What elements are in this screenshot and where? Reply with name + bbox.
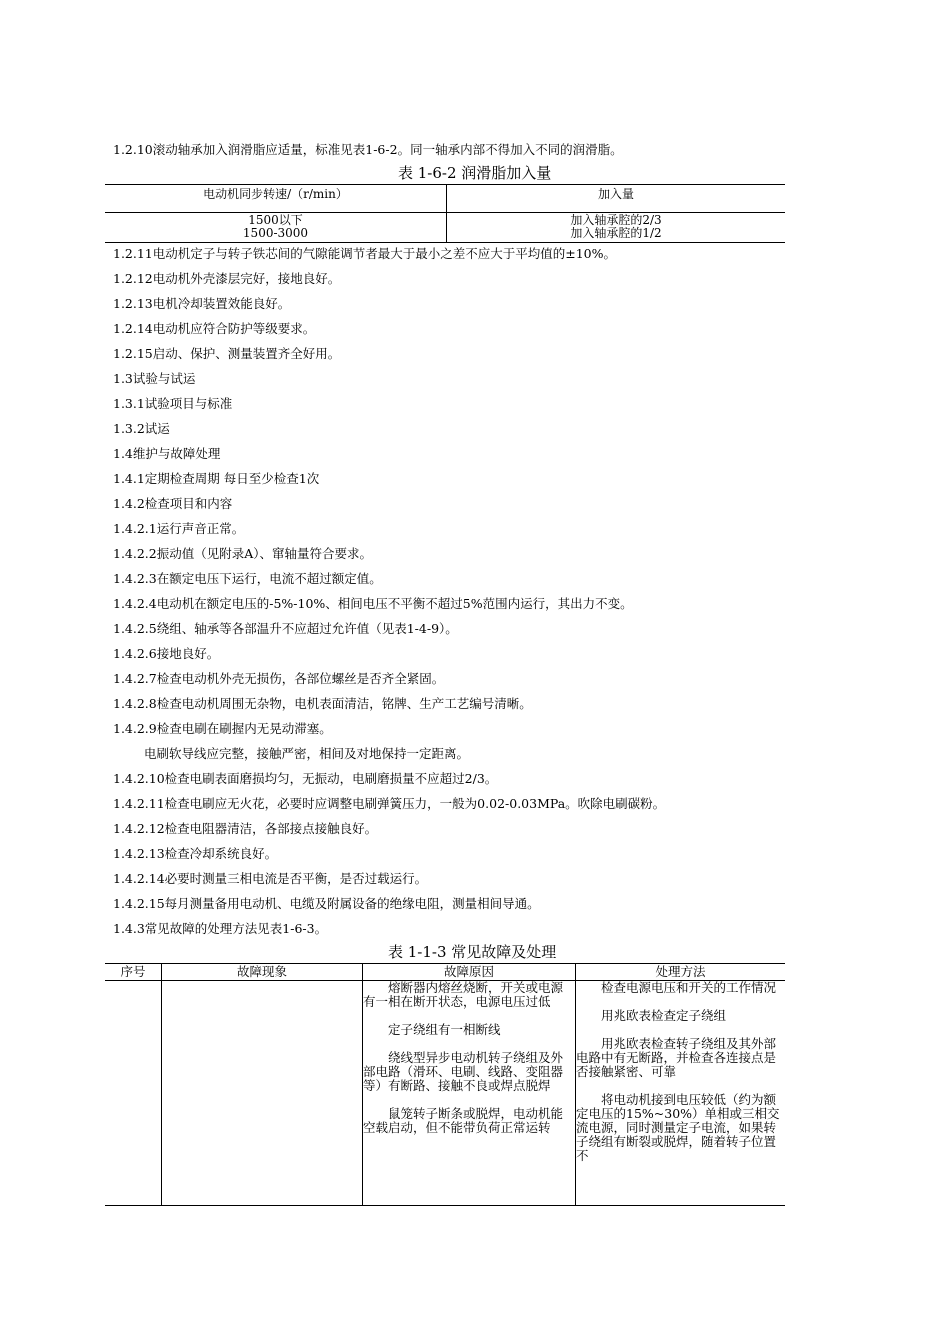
fault-table: [105, 963, 785, 1206]
amount-cell: [447, 213, 786, 243]
paragraph-line: 1.4.3常见故障的处理方法见表1-6-3。: [113, 921, 328, 936]
table2-caption: 表 1-1-3 常见故障及处理: [388, 943, 557, 961]
paragraph-line: 1.4.2.15每月测量备用电动机、电缆及附属设备的绝缘电阻，测量相间导通。: [113, 896, 540, 911]
paragraph-line: 1.4.2.1运行声音正常。: [113, 521, 245, 536]
method-item: 检查电源电压和开关的工作情况: [601, 980, 777, 995]
paragraph-line: 1.4.2.11检查电刷应无火花，必要时应调整电刷弹簧压力，一般为0.02-0.03MPa。吹除电刷碳粉。: [113, 796, 666, 811]
section-heading: 1.3.1试验项目与标准: [113, 396, 233, 411]
paragraph-line: 1.2.13电机冷却装置效能良好。: [113, 296, 291, 311]
number-cell: [105, 981, 162, 1206]
method-item: 将电动机接到电压较低（约为额定电压的15%~30%）单相或三相交流电源，同时测量定子电流，如果转子绕组有断裂或脱焊，随着转子位置不: [576, 1092, 780, 1163]
speed-value: 1500以下: [248, 213, 303, 227]
amount-value: 加入轴承腔的1/2: [570, 226, 662, 240]
amount-value: 加入轴承腔的2/3: [570, 213, 662, 227]
paragraph-line: 1.4.1定期检查周期 每日至少检查1次: [113, 471, 320, 486]
speed-value: 1500-3000: [242, 226, 309, 240]
section-heading: 1.4.2检查项目和内容: [113, 496, 233, 511]
header-cause: 故障原因: [363, 964, 576, 981]
header-speed: 电动机同步转速/（r/min）: [105, 185, 447, 213]
paragraph-line: 1.4.2.5绕组、轴承等各部温升不应超过允许值（见表1-4-9）。: [113, 621, 458, 636]
paragraph-line: 电刷软导线应完整，接触严密，相间及对地保持一定距离。: [144, 746, 470, 761]
paragraph-1-2-10: 1.2.10滚动轴承加入润滑脂应适量，标准见表1-6-2。同一轴承内部不得加入不同的润滑脂。: [113, 142, 623, 157]
paragraph-line: 1.4.2.10检查电刷表面磨损均匀，无振动，电刷磨损量不应超过2/3。: [113, 771, 498, 786]
header-amount: 加入量: [447, 185, 786, 213]
table-row: [105, 213, 785, 243]
cause-item: 绕线型异步电动机转子绕组及外部电路（滑环、电刷、线路、变阻器等）有断路、接触不良或焊点脱焊: [363, 1050, 564, 1093]
header-symptom: 故障现象: [162, 964, 363, 981]
header-method: 处理方法: [576, 964, 786, 981]
table-header-row: [105, 964, 785, 981]
method-item: 用兆欧表检查转子绕组及其外部电路中有无断路，并检查各连接点是否接触紧密、可靠: [576, 1036, 777, 1079]
cause-cell: [363, 981, 576, 1206]
table-row: [105, 981, 785, 1206]
paragraph-line: 1.2.12电动机外壳漆层完好，接地良好。: [113, 271, 341, 286]
paragraph-line: 1.2.11电动机定子与转子铁芯间的气隙能调节者最大于最小之差不应大于平均值的±10%。: [113, 246, 617, 261]
paragraph-line: 1.4.2.13检查冷却系统良好。: [113, 846, 278, 861]
section-heading: 1.4维护与故障处理: [113, 446, 221, 461]
method-cell: [576, 981, 786, 1206]
symptom-cell: [162, 981, 363, 1206]
paragraph-line: 1.4.2.4电动机在额定电压的-5%-10%、相间电压不平衡不超过5%范围内运行，其出力不变。: [113, 596, 633, 611]
paragraph-line: 1.4.2.7检查电动机外壳无损伤，各部位螺丝是否齐全紧固。: [113, 671, 445, 686]
lubricant-amount-table: [105, 184, 785, 243]
paragraph-line: 1.2.15启动、保护、测量装置齐全好用。: [113, 346, 341, 361]
paragraph-line: 1.4.2.9检查电刷在刷握内无晃动滞塞。: [113, 721, 332, 736]
paragraph-line: 1.4.2.12检查电阻器清洁，各部接点接触良好。: [113, 821, 378, 836]
cause-item: 熔断器内熔丝烧断，开关或电源有一相在断开状态，电源电压过低: [363, 980, 564, 1009]
section-heading: 1.3.2试运: [113, 421, 170, 436]
method-item: 用兆欧表检查定子绕组: [601, 1008, 727, 1023]
paragraph-line: 1.4.2.2振动值（见附录A）、窜轴量符合要求。: [113, 546, 373, 561]
table-header-row: [105, 185, 785, 213]
paragraph-line: 1.4.2.14必要时测量三相电流是否平衡，是否过载运行。: [113, 871, 428, 886]
paragraph-line: 1.4.2.3在额定电压下运行，电流不超过额定值。: [113, 571, 382, 586]
paragraph-line: 1.2.14电动机应符合防护等级要求。: [113, 321, 316, 336]
speed-cell: [105, 213, 447, 243]
header-number: 序号: [105, 964, 162, 981]
table1-caption: 表 1-6-2 润滑脂加入量: [398, 164, 552, 182]
paragraph-line: 1.4.2.6接地良好。: [113, 646, 220, 661]
section-heading: 1.3试验与试运: [113, 371, 196, 386]
cause-item: 定子绕组有一相断线: [388, 1022, 501, 1037]
cause-item: 鼠笼转子断条或脱焊，电动机能空载启动，但不能带负荷正常运转: [363, 1106, 564, 1135]
paragraph-line: 1.4.2.8检查电动机周围无杂物，电机表面清洁，铭牌、生产工艺编号清晰。: [113, 696, 532, 711]
